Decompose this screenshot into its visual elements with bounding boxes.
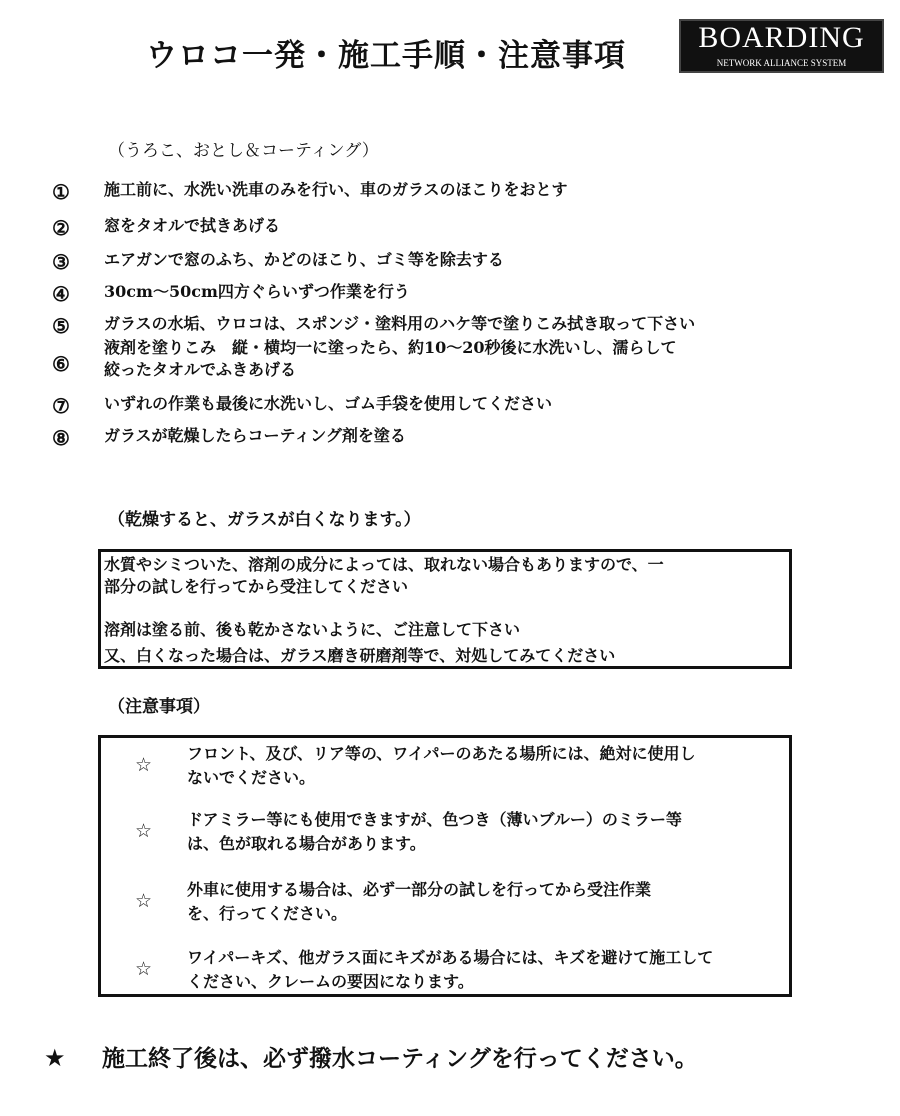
step-number: ②	[52, 216, 70, 240]
logo-sub-text: NETWORK ALLIANCE SYSTEM	[716, 58, 847, 68]
star-outline-icon: ☆	[135, 754, 153, 776]
step-text: ガラスの水垢、ウロコは、スポンジ・塗料用のハケ等で塗りこみ拭き取って下さい	[104, 314, 696, 333]
step-text: ガラスが乾燥したらコーティング剤を塗る	[104, 426, 406, 445]
caution-text: 外車に使用する場合は、必ず一部分の試しを行ってから受注作業	[187, 880, 652, 899]
step-number: ⑥	[52, 352, 70, 376]
page-title: ウロコ一発・施工手順・注意事項	[146, 38, 626, 74]
caution-text-continued: を、行ってください。	[187, 904, 348, 923]
notice-line: 水質やシミついた、溶剤の成分によっては、取れない場合もありますので、一	[104, 555, 664, 574]
step-text: 施工前に、水洗い洗車のみを行い、車のガラスのほこりをおとす	[104, 180, 568, 199]
dry-note: （乾燥すると、ガラスが白くなります。）	[108, 510, 421, 530]
procedure-subtitle: （うろこ、おとし＆コーティング）	[108, 141, 379, 161]
step-number: ①	[52, 180, 70, 204]
caution-text-continued: ください、クレームの要因になります。	[187, 972, 474, 991]
caution-text: ワイパーキズ、他ガラス面にキズがある場合には、キズを避けて施工して	[187, 948, 714, 967]
step-number: ⑤	[52, 314, 70, 338]
caution-text-continued: ないでください。	[187, 768, 316, 787]
step-text: 窓をタオルで拭きあげる	[104, 216, 281, 235]
caution-heading: （注意事項）	[108, 697, 210, 717]
step-number: ⑦	[52, 394, 70, 418]
notice-line: 又、白くなった場合は、ガラス磨き研磨剤等で、対処してみてください	[104, 646, 616, 665]
footer-text: 施工終了後は、必ず撥水コーティングを行ってください。	[102, 1045, 698, 1072]
caution-text-continued: は、色が取れる場合があります。	[187, 834, 426, 853]
solvent-notice-box	[98, 549, 792, 669]
step-text: エアガンで窓のふち、かどのほこり、ゴミ等を除去する	[104, 250, 504, 269]
step-text-continued: 絞ったタオルでふきあげる	[104, 360, 297, 379]
star-outline-icon: ☆	[135, 820, 153, 842]
step-number: ③	[52, 250, 70, 274]
notice-line: 部分の試しを行ってから受注してください	[104, 577, 409, 596]
step-text: いずれの作業も最後に水洗いし、ゴム手袋を使用してください	[104, 394, 553, 413]
boarding-logo	[679, 19, 884, 73]
star-outline-icon: ☆	[135, 958, 153, 980]
star-outline-icon: ☆	[135, 890, 153, 912]
star-filled-icon: ★	[44, 1044, 66, 1072]
caution-box	[98, 735, 792, 997]
caution-text: ドアミラー等にも使用できますが、色つき（薄いブルー）のミラー等	[187, 810, 682, 829]
step-text: 液剤を塗りこみ 縦・横均一に塗ったら、約10～20秒後に水洗いし、濡らして	[104, 338, 677, 357]
logo-main-text: BOARDING	[698, 21, 865, 54]
step-number: ④	[52, 282, 70, 306]
step-text: 30cm～50cm四方ぐらいずつ作業を行う	[104, 282, 410, 301]
step-number: ⑧	[52, 426, 70, 450]
notice-line: 溶剤は塗る前、後も乾かさないように、ご注意して下さい	[104, 620, 521, 639]
caution-text: フロント、及び、リア等の、ワイパーのあたる場所には、絶対に使用し	[187, 744, 696, 763]
